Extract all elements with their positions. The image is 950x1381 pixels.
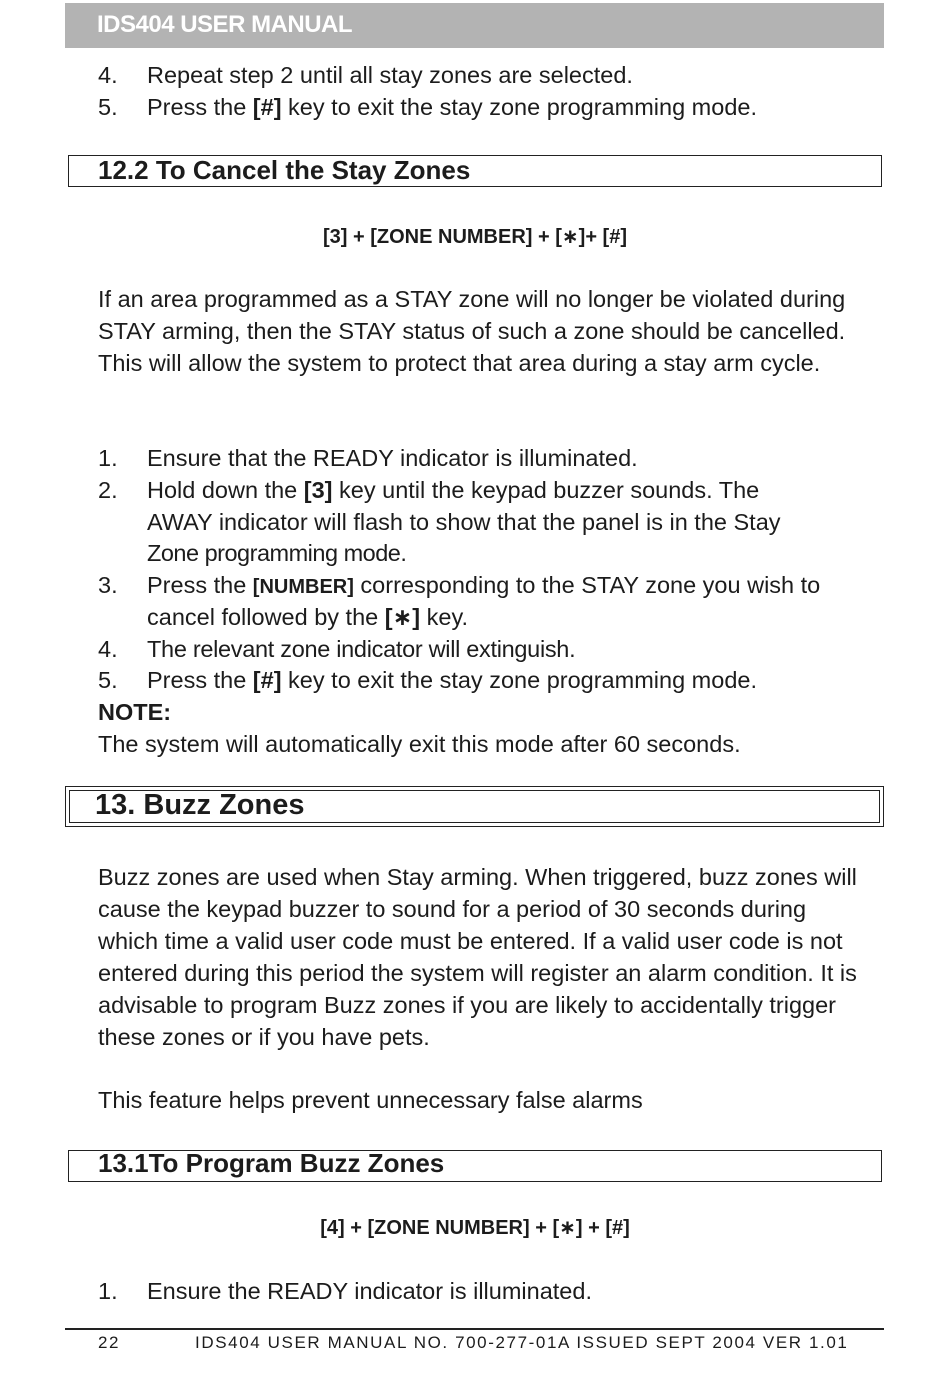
step-text: cancel followed by the	[147, 604, 385, 630]
list-item	[147, 474, 759, 506]
step-text: Ensure that the READY indicator is illuminated.	[147, 445, 638, 471]
paragraph: This feature helps prevent unnecessary false alarms	[98, 1087, 643, 1113]
step-text: Hold down the	[147, 477, 304, 503]
step-text: key until the keypad buzzer sounds. The	[332, 477, 760, 503]
step-text: Ensure the READY indicator is illuminated.	[147, 1278, 592, 1304]
key-label: [#]	[252, 667, 282, 693]
step-number: 3.	[98, 572, 118, 598]
section-heading-box	[68, 1150, 882, 1182]
step-text: key to exit the stay zone programming mode.	[281, 667, 757, 693]
step-number: 4.	[98, 636, 118, 662]
section-title: 12.2 To Cancel the Stay Zones	[98, 155, 471, 185]
key-formula: [4] + [ZONE NUMBER] + [∗] + [#]	[320, 1217, 630, 1239]
list-item	[147, 601, 468, 633]
footer-text: IDS404 USER MANUAL NO. 700-277-01A ISSUED SEPT 2004 VER 1.01	[195, 1333, 849, 1352]
list-item	[147, 664, 757, 696]
section-heading-box	[68, 155, 882, 187]
key-label: [#]	[252, 94, 282, 120]
header-title: IDS404 USER MANUAL	[97, 11, 353, 38]
step-text: key.	[420, 604, 468, 630]
note-text: The system will automatically exit this mode after 60 seconds.	[98, 731, 741, 757]
page-header	[65, 3, 884, 48]
note-label: NOTE:	[98, 699, 172, 725]
step-number: 1.	[98, 445, 118, 471]
step-text: The relevant zone indicator will extinguish.	[147, 636, 576, 662]
key-formula: [3] + [ZONE NUMBER] + [∗]+ [#]	[323, 226, 627, 248]
step-number: 1.	[98, 1278, 118, 1304]
section-title: 13.1To Program Buzz Zones	[98, 1148, 445, 1178]
step-text: Repeat step 2 until all stay zones are selected.	[147, 62, 633, 88]
step-text: AWAY indicator will flash to show that the panel is in the Stay	[147, 509, 781, 535]
step-text: Press the	[147, 94, 253, 120]
list-item	[147, 569, 820, 603]
section-heading-box	[65, 786, 884, 827]
step-number: 5.	[98, 94, 118, 120]
key-label: [∗]	[384, 604, 421, 630]
page-number: 22	[98, 1333, 121, 1352]
step-text: Press the	[147, 572, 253, 598]
key-label: [NUMBER]	[252, 576, 354, 598]
step-number: 2.	[98, 477, 118, 503]
section-title: 13. Buzz Zones	[95, 789, 305, 821]
step-text: key to exit the stay zone programming mode.	[281, 94, 757, 120]
paragraph: If an area programmed as a STAY zone will no longer be violated during STAY arming, then the STAY status of such a zone should be cancelled. This will allow the system to protect that area during a stay arm cycle.	[98, 286, 846, 376]
key-label: [3]	[303, 477, 333, 503]
step-number: 5.	[98, 667, 118, 693]
step-number: 4.	[98, 62, 118, 88]
step-text: Press the	[147, 667, 253, 693]
footer-rule	[65, 1328, 884, 1330]
step-text: Zone programming mode.	[147, 540, 407, 566]
step-text: corresponding to the STAY zone you wish to	[353, 572, 821, 598]
paragraph: Buzz zones are used when Stay arming. When triggered, buzz zones will cause the keypad buzzer to sound for a period of 30 seconds during which time a valid user code must be entered. If a valid user code is not entered during this period the system will register an alarm condition. It is advisable to program Buzz zones if you are likely to accidentally trigger these zones or if you have pets.	[98, 864, 857, 1050]
list-item	[147, 91, 757, 123]
